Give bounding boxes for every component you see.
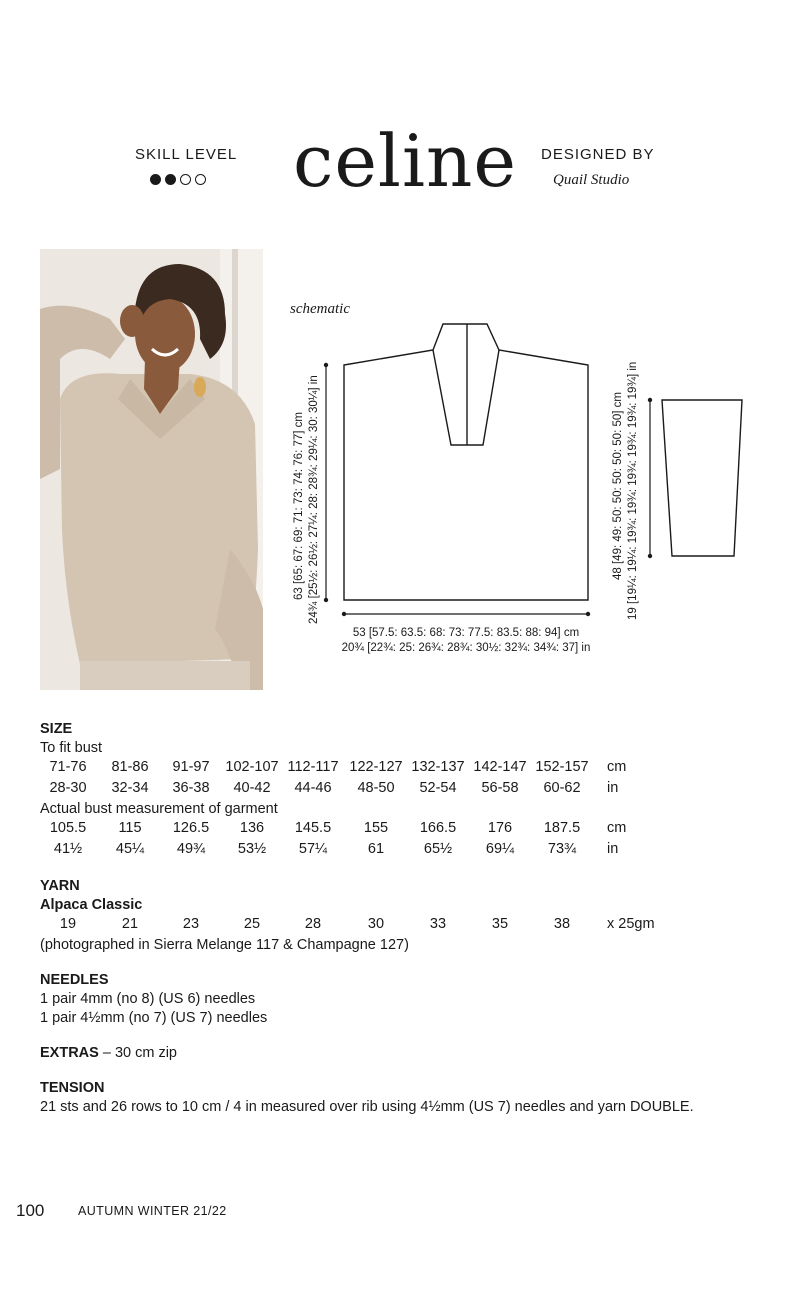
size-cell: 145.5 (294, 820, 332, 836)
yarn-note: (photographed in Sierra Melange 117 & Champagne 127) (40, 937, 409, 953)
size-cell: 19 (59, 916, 77, 932)
size-cell: 40-42 (233, 780, 271, 796)
size-cell: 122-127 (349, 759, 403, 775)
size-cell: 36-38 (172, 780, 210, 796)
fit-in-row (40, 779, 780, 800)
size-cell: 136 (239, 820, 265, 836)
designed-by-label: DESIGNED BY (541, 146, 655, 163)
size-cell: 53½ (237, 841, 267, 857)
size-cell: 187.5 (543, 820, 581, 836)
size-cell: 60-62 (543, 780, 581, 796)
skill-dot-empty (195, 174, 206, 185)
yarn-heading: YARN (40, 878, 80, 894)
zip-placket (433, 350, 499, 445)
size-cell: 166.5 (419, 820, 457, 836)
size-cell: 61 (367, 841, 385, 857)
size-cell: 45¼ (115, 841, 145, 857)
size-cell: 48-50 (357, 780, 395, 796)
size-cell: 38 (553, 916, 571, 932)
size-cell: 28 (304, 916, 322, 932)
unit-label: x 25gm (607, 916, 655, 932)
size-cell: 71-76 (49, 759, 87, 775)
size-heading: SIZE (40, 721, 73, 737)
unit-label: in (607, 841, 619, 857)
skill-dot-filled (165, 174, 176, 185)
model-photo (40, 249, 263, 690)
skill-dot-empty (180, 174, 191, 185)
body-length-in: 24¾ [25½: 26½: 27¼: 28: 28¾: 29¼: 30: 30¼] in (308, 375, 320, 624)
size-cell: 69¼ (485, 841, 515, 857)
size-cell: 30 (367, 916, 385, 932)
extras-text: – 30 cm zip (98, 1045, 177, 1061)
size-cell: 152-157 (535, 759, 589, 775)
size-cell: 56-58 (481, 780, 519, 796)
body-length-cm: 63 [65: 67: 69: 71: 73: 74: 76: 77] cm (293, 412, 305, 600)
unit-label: cm (607, 820, 627, 836)
schematic-label: schematic (290, 301, 350, 317)
tension-heading: TENSION (40, 1080, 105, 1096)
size-cell: 155 (363, 820, 389, 836)
size-cell: 73¾ (547, 841, 577, 857)
needles-line-1: 1 pair 4mm (no 8) (US 6) needles (40, 991, 256, 1007)
pattern-specs (40, 720, 780, 1117)
needles-heading: NEEDLES (40, 972, 109, 988)
skill-level-indicator (150, 174, 206, 185)
page-number: 100 (16, 1201, 45, 1220)
designer-name: Quail Studio (553, 172, 630, 188)
yarn-balls-row (40, 915, 780, 936)
model-illustration (40, 249, 263, 690)
tension-text: 21 sts and 26 rows to 10 cm / 4 in measured over rib using 4½mm (US 7) needles and yarn DOUBLE. (40, 1099, 694, 1115)
size-cell: 57¼ (298, 841, 328, 857)
size-cell: 23 (182, 916, 200, 932)
sleeve-outline (662, 400, 742, 556)
size-cell: 52-54 (419, 780, 457, 796)
size-cell: 112-117 (287, 759, 339, 775)
skill-level-label: SKILL LEVEL (135, 146, 238, 163)
size-cell: 126.5 (172, 820, 210, 836)
actual-cm-row (40, 819, 780, 840)
size-cell: 91-97 (172, 759, 210, 775)
size-cell: 49¾ (176, 841, 206, 857)
fit-bust-label: To fit bust (40, 740, 103, 756)
needles-line-2: 1 pair 4½mm (no 7) (US 7) needles (40, 1010, 268, 1026)
yarn-name: Alpaca Classic (40, 897, 143, 913)
width-in: 20¾ [22¾: 25: 26¾: 28¾: 30½: 32¾: 34¾: 37] in (341, 642, 591, 654)
size-cell: 81-86 (111, 759, 149, 775)
issue-label: AUTUMN WINTER 21/22 (78, 1204, 227, 1218)
garment-schematic (280, 290, 780, 670)
size-cell: 132-137 (411, 759, 465, 775)
size-cell: 41½ (53, 841, 83, 857)
size-cell: 44-46 (294, 780, 332, 796)
sleeve-length-cm: 48 [49: 49: 50: 50: 50: 50: 50: 50] cm (612, 392, 624, 580)
width-cm: 53 [57.5: 63.5: 68: 73: 77.5: 83.5: 88: 94] cm (352, 627, 580, 639)
actual-in-row (40, 840, 780, 861)
pattern-title: celine (293, 119, 517, 203)
size-cell: 142-147 (473, 759, 527, 775)
extras-heading: EXTRAS (40, 1045, 99, 1061)
body-outline (344, 324, 588, 600)
size-cell: 25 (243, 916, 261, 932)
sleeve-length-in: 19 [19¼: 19¼: 19¾: 19¾: 19¾: 19¾: 19¾: 19¾] in (627, 361, 639, 620)
size-cell: 28-30 (49, 780, 87, 796)
unit-label: in (607, 780, 619, 796)
size-cell: 115 (118, 820, 142, 836)
size-cell: 32-34 (111, 780, 149, 796)
size-cell: 35 (491, 916, 509, 932)
size-cell: 105.5 (49, 820, 87, 836)
size-cell: 65½ (423, 841, 453, 857)
unit-label: cm (607, 759, 627, 775)
extras-line (40, 1044, 780, 1063)
size-cell: 176 (487, 820, 513, 836)
size-cell: 33 (429, 916, 447, 932)
size-cell: 102-107 (225, 759, 279, 775)
actual-bust-label: Actual bust measurement of garment (40, 801, 278, 817)
skill-dot-filled (150, 174, 161, 185)
fit-cm-row (40, 758, 780, 779)
size-cell: 21 (121, 916, 139, 932)
